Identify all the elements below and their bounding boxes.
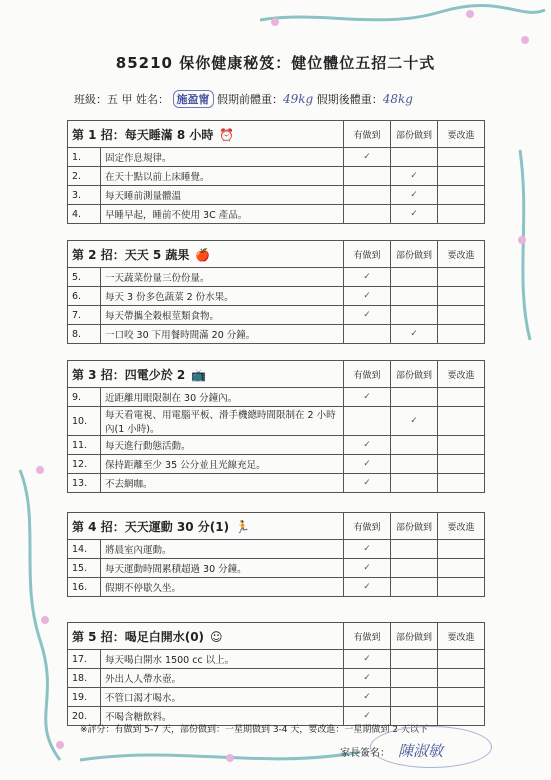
partial-cell (391, 559, 438, 578)
partial-cell (391, 688, 438, 707)
health-section (67, 622, 485, 726)
improve-cell (438, 205, 485, 224)
col-improve-header: 要改進 (438, 361, 485, 388)
face-icon: ☺ (210, 629, 223, 644)
weight-before-label: 假期前體重： (217, 93, 283, 106)
col-partial-header: 部份做到 (391, 241, 438, 268)
done-cell (344, 167, 391, 186)
improve-cell (438, 186, 485, 205)
check-mark: ✓ (363, 310, 371, 320)
improve-cell (438, 388, 485, 407)
partial-cell (391, 306, 438, 325)
scoring-note: ※評分：有做到 5-7 天，部份做到：一星期做到 3-4 天，要改進：一星期做到 2 天以下 (80, 725, 428, 735)
check-mark: ✓ (363, 654, 371, 664)
col-improve-header: 要改進 (438, 513, 485, 540)
improve-cell (438, 650, 485, 669)
item-text: 每天運動時間累積超過 30 分鐘。 (101, 559, 344, 578)
done-cell (344, 306, 391, 325)
item-text: 每天喝白開水 1500 cc 以上。 (101, 650, 344, 669)
partial-cell (391, 325, 438, 344)
section-title: 第 5 招：喝足白開水(0) (72, 629, 205, 644)
check-mark: ✓ (363, 582, 371, 592)
done-cell (344, 650, 391, 669)
health-section (67, 360, 485, 493)
partial-cell (391, 474, 438, 493)
partial-cell (391, 650, 438, 669)
partial-cell (391, 287, 438, 306)
check-mark: ✓ (410, 329, 418, 339)
check-mark: ✓ (363, 392, 371, 402)
item-number: 13. (68, 474, 101, 493)
item-text: 每天睡前測量體溫 (101, 186, 344, 205)
item-number: 8. (68, 325, 101, 344)
checklist-row (68, 186, 485, 205)
done-cell (344, 474, 391, 493)
checklist-row (68, 306, 485, 325)
done-cell (344, 669, 391, 688)
item-number: 16. (68, 578, 101, 597)
partial-cell (391, 578, 438, 597)
partial-cell (391, 167, 438, 186)
improve-cell (438, 688, 485, 707)
checklist-row (68, 540, 485, 559)
item-number: 3. (68, 186, 101, 205)
item-number: 6. (68, 287, 101, 306)
partial-cell (391, 186, 438, 205)
col-done-header: 有做到 (344, 241, 391, 268)
done-cell (344, 148, 391, 167)
col-improve-header: 要改進 (438, 241, 485, 268)
done-cell (344, 287, 391, 306)
improve-cell (438, 669, 485, 688)
check-mark: ✓ (363, 673, 371, 683)
done-cell (344, 436, 391, 455)
improve-cell (438, 540, 485, 559)
check-mark: ✓ (363, 272, 371, 282)
item-text: 一口咬 30 下用餐時間滿 20 分鐘。 (101, 325, 344, 344)
partial-cell (391, 669, 438, 688)
item-text: 每天看電視、用電腦平板、滑手機總時間限制在 2 小時內(1 小時)。 (101, 407, 344, 436)
checklist-row (68, 559, 485, 578)
partial-cell (391, 205, 438, 224)
checklist-row (68, 407, 485, 436)
improve-cell (438, 306, 485, 325)
item-number: 18. (68, 669, 101, 688)
done-cell (344, 205, 391, 224)
item-number: 7. (68, 306, 101, 325)
improve-cell (438, 167, 485, 186)
improve-cell (438, 148, 485, 167)
item-number: 9. (68, 388, 101, 407)
checklist-row (68, 436, 485, 455)
item-text: 固定作息規律。 (101, 148, 344, 167)
alarm-clock-icon: ⏰ (219, 127, 235, 142)
item-text: 近距離用眼限制在 30 分鐘內。 (101, 388, 344, 407)
improve-cell (438, 455, 485, 474)
item-text: 保持距離至少 35 公分並且光線充足。 (101, 455, 344, 474)
done-cell (344, 407, 391, 436)
col-done-header: 有做到 (344, 121, 391, 148)
done-cell (344, 388, 391, 407)
item-number: 1. (68, 148, 101, 167)
section-title: 第 2 招：天天 5 蔬果 (72, 247, 190, 262)
section-title: 第 1 招：每天睡滿 8 小時 (72, 127, 214, 142)
improve-cell (438, 474, 485, 493)
check-mark: ✓ (410, 209, 418, 219)
item-number: 10. (68, 407, 101, 436)
student-info (74, 90, 413, 108)
checklist-row (68, 669, 485, 688)
item-number: 17. (68, 650, 101, 669)
improve-cell (438, 325, 485, 344)
col-done-header: 有做到 (344, 513, 391, 540)
item-number: 2. (68, 167, 101, 186)
weight-after-value: 48kg (382, 92, 413, 106)
parent-signature (340, 740, 443, 761)
health-section (67, 120, 485, 224)
done-cell (344, 559, 391, 578)
improve-cell (438, 707, 485, 726)
check-mark: ✓ (363, 544, 371, 554)
checklist-row (68, 455, 485, 474)
check-mark: ✓ (363, 692, 371, 702)
check-mark: ✓ (363, 440, 371, 450)
improve-cell (438, 287, 485, 306)
checklist-row (68, 578, 485, 597)
check-mark: ✓ (363, 711, 371, 721)
item-text: 假期不停歇久坐。 (101, 578, 344, 597)
col-improve-header: 要改進 (438, 121, 485, 148)
item-text: 每天進行動態活動。 (101, 436, 344, 455)
check-mark: ✓ (363, 291, 371, 301)
item-number: 12. (68, 455, 101, 474)
item-number: 14. (68, 540, 101, 559)
signature-label: 家長簽名： (340, 748, 390, 759)
item-text: 早睡早起，睡前不使用 3C 產品。 (101, 205, 344, 224)
checklist-row (68, 148, 485, 167)
improve-cell (438, 268, 485, 287)
col-partial-header: 部份做到 (391, 361, 438, 388)
item-text: 不管口渴才喝水。 (101, 688, 344, 707)
checklist-row (68, 268, 485, 287)
check-mark: ✓ (410, 190, 418, 200)
item-text: 每天 3 份多色蔬菜 2 份水果。 (101, 287, 344, 306)
done-cell (344, 325, 391, 344)
student-name: 施盈甯 (173, 90, 214, 108)
tv-icon: 📺 (191, 367, 207, 382)
check-mark: ✓ (363, 152, 371, 162)
item-text: 將晨室內運動。 (101, 540, 344, 559)
partial-cell (391, 148, 438, 167)
checklist-row (68, 474, 485, 493)
done-cell (344, 268, 391, 287)
col-partial-header: 部份做到 (391, 121, 438, 148)
item-text: 一天蔬菜份量三份份量。 (101, 268, 344, 287)
col-done-header: 有做到 (344, 623, 391, 650)
item-number: 11. (68, 436, 101, 455)
weight-after-label: 假期後體重： (316, 93, 383, 106)
runner-icon: 🏃 (235, 519, 251, 534)
improve-cell (438, 578, 485, 597)
col-done-header: 有做到 (344, 361, 391, 388)
checklist-row (68, 167, 485, 186)
partial-cell (391, 436, 438, 455)
col-partial-header: 部份做到 (391, 623, 438, 650)
item-text: 外出人人帶水壺。 (101, 669, 344, 688)
check-mark: ✓ (410, 416, 418, 426)
check-mark: ✓ (363, 563, 371, 573)
health-section (67, 240, 485, 344)
class-value: 五 (107, 93, 118, 106)
done-cell (344, 540, 391, 559)
improve-cell (438, 559, 485, 578)
page-title: 85210 保你健康秘笈：健位體位五招二十式 (115, 54, 436, 72)
fruit-icon: 🍎 (195, 247, 211, 262)
section-title: 第 3 招：四電少於 2 (72, 367, 186, 382)
checklist-row (68, 688, 485, 707)
done-cell (344, 688, 391, 707)
done-cell (344, 578, 391, 597)
section-title: 第 4 招：天天運動 30 分(1) (72, 519, 230, 534)
item-text: 不喝含糖飲料。 (101, 707, 344, 726)
done-cell (344, 186, 391, 205)
checklist-row (68, 205, 485, 224)
check-mark: ✓ (363, 478, 371, 488)
signature-value: 陳淑敏 (398, 742, 444, 760)
check-mark: ✓ (363, 459, 371, 469)
item-text: 在天十點以前上床睡覺。 (101, 167, 344, 186)
item-text: 每天帶攜全穀根莖類食物。 (101, 306, 344, 325)
checklist-row (68, 287, 485, 306)
partial-cell (391, 388, 438, 407)
col-partial-header: 部份做到 (391, 513, 438, 540)
col-improve-header: 要改進 (438, 623, 485, 650)
class-label: 班級： (74, 93, 107, 106)
partial-cell (391, 455, 438, 474)
check-mark: ✓ (410, 171, 418, 181)
partial-cell (391, 540, 438, 559)
done-cell (344, 455, 391, 474)
checklist-row (68, 650, 485, 669)
health-section (67, 512, 485, 597)
item-number: 4. (68, 205, 101, 224)
weight-before-value: 49kg (283, 92, 314, 106)
partial-cell (391, 268, 438, 287)
partial-cell (391, 407, 438, 436)
improve-cell (438, 436, 485, 455)
checklist-row (68, 388, 485, 407)
item-text: 不去網咖。 (101, 474, 344, 493)
name-label: 甲 姓名： (121, 93, 169, 106)
item-number: 5. (68, 268, 101, 287)
item-number: 20. (68, 707, 101, 726)
checklist-row (68, 325, 485, 344)
item-number: 19. (68, 688, 101, 707)
item-number: 15. (68, 559, 101, 578)
improve-cell (438, 407, 485, 436)
